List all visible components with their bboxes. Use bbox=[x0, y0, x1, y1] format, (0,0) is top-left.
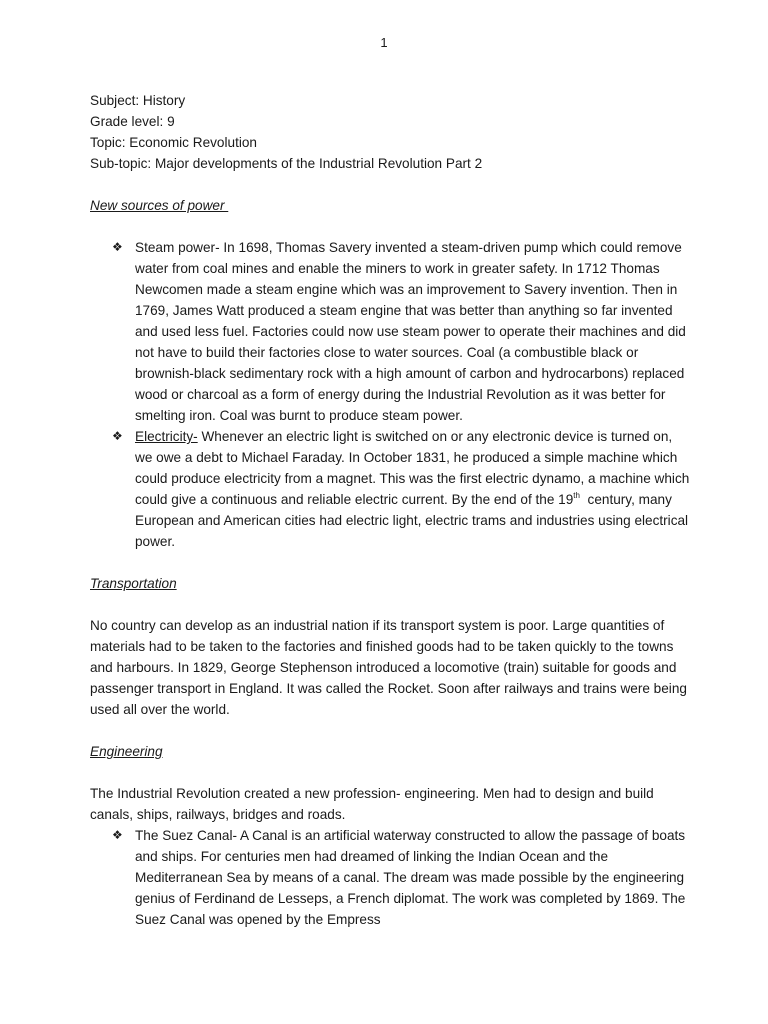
topic-line: Topic: Economic Revolution bbox=[90, 135, 257, 150]
electricity-label: Electricity- bbox=[135, 429, 198, 444]
four-diamond-bullet-icon: ❖ bbox=[112, 828, 123, 842]
engineering-paragraph: The Industrial Revolution created a new profession- engineering. Men had to design and build canals, ships, railways, bridges and roads. bbox=[90, 786, 654, 822]
transportation-paragraph: No country can develop as an industrial nation if its transport system is poor. Large quantities of materials had to be taken to the factories and finished goods had to be taken quickly to the towns and harbours. In 1829, George Stephenson introduced a locomotive (train) suitable for goods and passenger transport in England. It was called the Rocket. Soon after railways and trains were being used all over the world. bbox=[90, 618, 687, 717]
four-diamond-bullet-icon: ❖ bbox=[112, 240, 123, 254]
subject-line: Subject: History bbox=[90, 93, 186, 108]
list-item-electricity bbox=[90, 426, 690, 552]
document-body bbox=[90, 90, 690, 930]
electricity-text-a: Whenever an electric light is switched on or any electronic device is turned on, we owe a debt to Michael Faraday. In October 1831, he produced a simple machine which could produce electricity from a magnet. This was the first electric dynamo, a machine which could give a continuous and reliable electric current. By the end of the 19 bbox=[135, 429, 690, 507]
heading-engineering: Engineering bbox=[90, 744, 163, 759]
list-item-steam-power bbox=[90, 237, 690, 426]
subtopic-line: Sub-topic: Major developments of the Industrial Revolution Part 2 bbox=[90, 156, 483, 171]
heading-new-sources-of-power: New sources of power bbox=[90, 198, 229, 213]
electricity-superscript: th bbox=[573, 491, 580, 500]
steam-power-text: Steam power- In 1698, Thomas Savery invented a steam-driven pump which could remove water from coal mines and enable the miners to work in greater safety. In 1712 Thomas Newcomen made a steam engine which was an improvement to Savery invention. Then in 1769, James Watt produced a steam engine that was better than anything so far invented and used less fuel. Factories could now use steam power to operate their machines and did not have to build their factories close to water sources. Coal (a combustible black or brownish-black sedimentary rock with a high amount of carbon and hydrocarbons) replaced wood or charcoal as a form of energy during the Industrial Revolution as it was better for smelting iron. Coal was burnt to produce steam power. bbox=[135, 240, 686, 423]
four-diamond-bullet-icon: ❖ bbox=[112, 429, 123, 443]
heading-transportation: Transportation bbox=[90, 576, 177, 591]
suez-canal-text: The Suez Canal- A Canal is an artificial waterway constructed to allow the passage of boats and ships. For centuries men had dreamed of linking the Indian Ocean and the Mediterranean Sea by means of a canal. The dream was made possible by the engineering genius of Ferdinand de Lesseps, a French diplomat. The work was completed by 1869. The Suez Canal was opened by the Empress bbox=[135, 828, 686, 927]
power-bullet-list bbox=[90, 237, 690, 552]
electricity-text-b: century, many European and American cities had electric light, electric trams and industries using electrical power. bbox=[135, 492, 692, 549]
grade-line: Grade level: 9 bbox=[90, 114, 175, 129]
list-item-suez-canal bbox=[90, 825, 690, 930]
engineering-bullet-list bbox=[90, 825, 690, 930]
page-number: 1 bbox=[380, 35, 388, 50]
